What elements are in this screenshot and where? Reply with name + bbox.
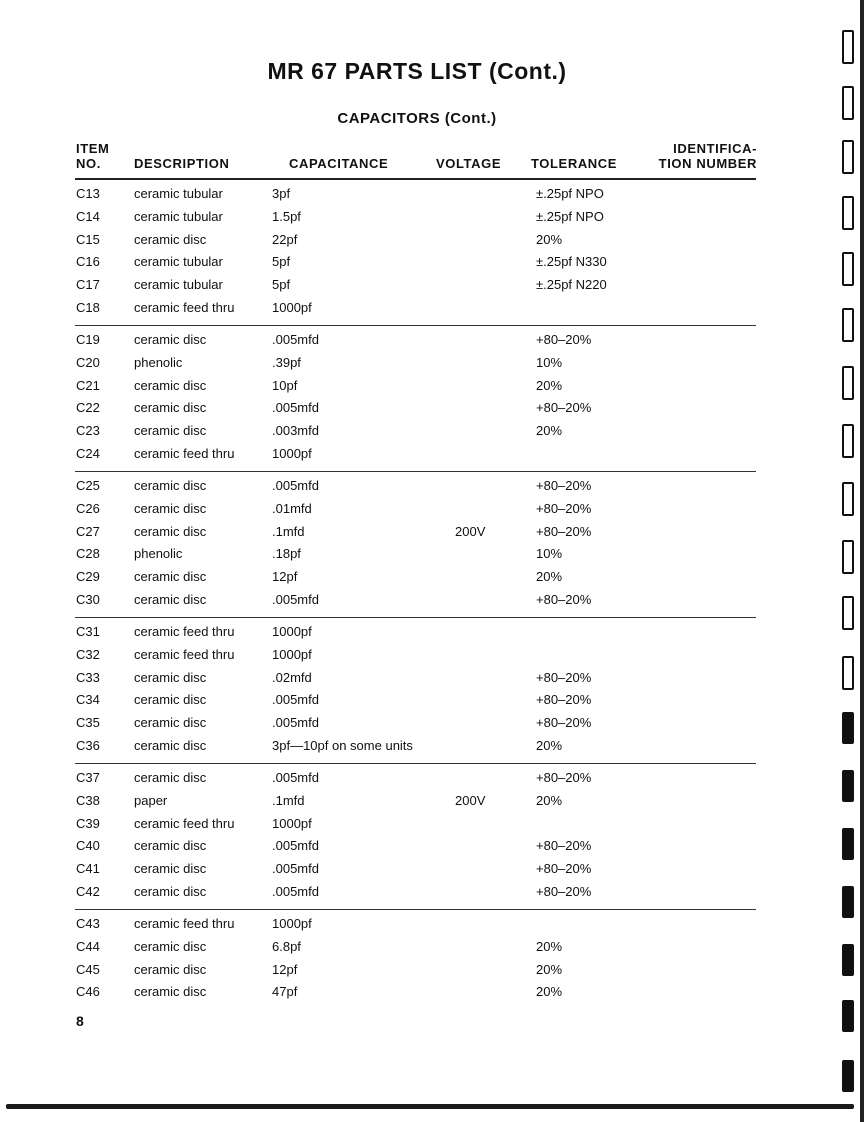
cell-tolerance: +80–20% <box>536 692 592 708</box>
cell-description: ceramic disc <box>134 838 207 854</box>
cell-tolerance: +80–20% <box>536 838 592 854</box>
cell-tolerance: +80–20% <box>536 478 592 493</box>
table-row <box>0 209 864 229</box>
cell-tolerance: +80–20% <box>536 669 592 685</box>
cell-description: ceramic feed thru <box>134 815 235 831</box>
header-item-line2: NO. <box>76 156 101 171</box>
cell-description: ceramic disc <box>134 592 207 607</box>
header-voltage: VOLTAGE <box>436 156 502 171</box>
cell-item-no: C33 <box>76 669 100 685</box>
binding-hole-mark <box>842 1060 854 1092</box>
cell-description: phenolic <box>134 546 183 562</box>
table-row <box>0 939 864 959</box>
table-row <box>0 692 864 712</box>
cell-item-no: C40 <box>76 838 100 854</box>
cell-capacitance: .02mfd <box>272 669 312 685</box>
table-row <box>0 962 864 982</box>
cell-tolerance: +80–20% <box>536 523 592 539</box>
cell-description: ceramic feed thru <box>134 624 235 639</box>
cell-tolerance: +80–20% <box>536 861 592 877</box>
cell-tolerance: +80–20% <box>536 400 592 416</box>
cell-item-no: C20 <box>76 354 100 370</box>
cell-capacitance: 22pf <box>272 231 298 247</box>
cell-description: ceramic disc <box>134 332 207 347</box>
table-row <box>0 254 864 274</box>
cell-tolerance: ±.25pf N330 <box>536 254 607 270</box>
group-divider <box>75 763 756 764</box>
cell-capacitance: 10pf <box>272 377 298 393</box>
cell-description: ceramic tubular <box>134 208 223 224</box>
cell-capacitance: .003mfd <box>272 423 319 439</box>
cell-tolerance: +80–20% <box>536 592 592 607</box>
cell-item-no: C32 <box>76 646 100 662</box>
cell-capacitance: 1000pf <box>272 646 312 662</box>
cell-capacitance: .005mfd <box>272 715 319 731</box>
cell-item-no: C31 <box>76 624 100 639</box>
table-row <box>0 277 864 297</box>
cell-description: ceramic disc <box>134 715 207 731</box>
table-row <box>0 378 864 398</box>
cell-item-no: C46 <box>76 984 100 1000</box>
cell-tolerance: 20% <box>536 569 563 585</box>
cell-item-no: C43 <box>76 916 100 931</box>
cell-capacitance: .005mfd <box>272 478 319 493</box>
table-row <box>0 423 864 443</box>
table-row <box>0 355 864 375</box>
table-row <box>0 478 864 498</box>
cell-description: ceramic tubular <box>134 277 223 293</box>
cell-description: ceramic disc <box>134 770 207 785</box>
group-divider <box>75 617 756 618</box>
table-row <box>0 400 864 420</box>
binding-hole-mark <box>842 196 854 230</box>
cell-item-no: C39 <box>76 815 100 831</box>
page-title: MR 67 PARTS LIST (Cont.) <box>267 58 567 84</box>
cell-tolerance: 10% <box>536 354 563 370</box>
cell-capacitance: 5pf <box>272 254 291 270</box>
group-divider <box>75 909 756 910</box>
cell-tolerance: +80–20% <box>536 770 592 785</box>
cell-item-no: C24 <box>76 446 100 461</box>
cell-item-no: C27 <box>76 523 100 539</box>
binding-hole-mark <box>842 944 854 976</box>
cell-description: ceramic disc <box>134 669 207 685</box>
binding-hole-mark <box>842 482 854 516</box>
cell-tolerance: 20% <box>536 738 563 753</box>
table-row <box>0 592 864 612</box>
cell-description: ceramic disc <box>134 692 207 708</box>
cell-description: ceramic feed thru <box>134 646 235 662</box>
cell-capacitance: 1000pf <box>272 815 312 831</box>
cell-description: ceramic feed thru <box>134 300 235 315</box>
table-row <box>0 715 864 735</box>
cell-description: ceramic disc <box>134 569 207 585</box>
cell-description: phenolic <box>134 354 183 370</box>
cell-capacitance: 12pf <box>272 961 298 977</box>
section-subtitle: CAPACITORS (Cont.) <box>337 110 497 127</box>
cell-capacitance: .005mfd <box>272 400 319 416</box>
cell-tolerance: 20% <box>536 377 563 393</box>
cell-voltage: 200V <box>455 523 486 539</box>
page-number: 8 <box>76 1013 84 1029</box>
cell-item-no: C36 <box>76 738 100 753</box>
cell-item-no: C26 <box>76 500 100 516</box>
cell-description: ceramic disc <box>134 377 207 393</box>
cell-description: ceramic disc <box>134 500 207 516</box>
header-divider <box>75 178 756 180</box>
cell-tolerance: +80–20% <box>536 884 592 899</box>
cell-description: ceramic disc <box>134 231 207 247</box>
cell-item-no: C15 <box>76 231 100 247</box>
header-tolerance: TOLERANCE <box>531 156 618 171</box>
cell-capacitance: 5pf <box>272 277 291 293</box>
cell-description: ceramic disc <box>134 861 207 877</box>
cell-description: ceramic disc <box>134 400 207 416</box>
table-row <box>0 232 864 252</box>
table-row <box>0 816 864 836</box>
table-row <box>0 300 864 320</box>
cell-capacitance: .1mfd <box>272 523 305 539</box>
table-row <box>0 501 864 521</box>
cell-description: ceramic disc <box>134 961 207 977</box>
table-row <box>0 647 864 667</box>
cell-item-no: C17 <box>76 277 100 293</box>
cell-tolerance: 20% <box>536 938 563 954</box>
binding-hole-mark <box>842 86 854 120</box>
cell-description: ceramic tubular <box>134 254 223 270</box>
cell-item-no: C29 <box>76 569 100 585</box>
header-identification-number <box>644 141 757 171</box>
cell-item-no: C19 <box>76 332 100 347</box>
table-row <box>0 838 864 858</box>
binding-hole-mark <box>842 1000 854 1032</box>
cell-tolerance: 20% <box>536 961 563 977</box>
cell-item-no: C21 <box>76 377 100 393</box>
cell-description: ceramic feed thru <box>134 446 235 461</box>
cell-item-no: C38 <box>76 792 100 808</box>
binding-hole-mark <box>842 596 854 630</box>
cell-tolerance: 20% <box>536 984 563 1000</box>
binding-hole-mark <box>842 656 854 690</box>
cell-tolerance: 20% <box>536 423 563 439</box>
cell-capacitance: 1000pf <box>272 446 312 461</box>
cell-tolerance: +80–20% <box>536 500 592 516</box>
cell-capacitance: .005mfd <box>272 770 319 785</box>
cell-capacitance: .01mfd <box>272 500 312 516</box>
table-row <box>0 770 864 790</box>
cell-capacitance: .005mfd <box>272 861 319 877</box>
binding-hole-mark <box>842 252 854 286</box>
page-bottom-edge <box>6 1104 854 1109</box>
cell-capacitance: .1mfd <box>272 792 305 808</box>
group-divider <box>75 471 756 472</box>
header-item-no <box>76 141 109 171</box>
cell-voltage: 200V <box>455 792 486 808</box>
cell-item-no: C14 <box>76 208 100 224</box>
cell-capacitance: 1000pf <box>272 300 312 315</box>
cell-item-no: C34 <box>76 692 100 708</box>
binding-hole-mark <box>842 886 854 918</box>
cell-capacitance: .005mfd <box>272 884 319 899</box>
table-row <box>0 861 864 881</box>
cell-item-no: C18 <box>76 300 100 315</box>
cell-capacitance: 3pf <box>272 186 291 201</box>
cell-description: ceramic feed thru <box>134 916 235 931</box>
cell-tolerance: ±.25pf NPO <box>536 186 604 201</box>
binding-hole-mark <box>842 424 854 458</box>
cell-capacitance: .005mfd <box>272 592 319 607</box>
binding-hole-mark <box>842 770 854 802</box>
cell-tolerance: +80–20% <box>536 332 592 347</box>
header-item-line1: ITEM <box>76 141 110 156</box>
page-edge-strip <box>860 0 864 1122</box>
header-ident-line2: TION NUMBER <box>658 156 757 171</box>
binding-hole-mark <box>842 30 854 64</box>
table-row <box>0 984 864 1004</box>
group-divider <box>75 325 756 326</box>
table-row <box>0 446 864 466</box>
cell-item-no: C37 <box>76 770 100 785</box>
cell-item-no: C28 <box>76 546 100 562</box>
table-row <box>0 546 864 566</box>
cell-capacitance: .005mfd <box>272 332 319 347</box>
cell-description: ceramic tubular <box>134 186 223 201</box>
cell-capacitance: 6.8pf <box>272 938 301 954</box>
cell-tolerance: ±.25pf NPO <box>536 208 604 224</box>
cell-capacitance: 47pf <box>272 984 298 1000</box>
binding-hole-mark <box>842 712 854 744</box>
cell-description: ceramic disc <box>134 884 207 899</box>
cell-tolerance: +80–20% <box>536 715 592 731</box>
cell-capacitance: 12pf <box>272 569 298 585</box>
table-row <box>0 569 864 589</box>
header-capacitance: CAPACITANCE <box>289 156 389 171</box>
header-ident-line1: IDENTIFICA- <box>673 141 757 156</box>
cell-item-no: C16 <box>76 254 100 270</box>
cell-capacitance: .005mfd <box>272 838 319 854</box>
binding-hole-mark <box>842 308 854 342</box>
table-row <box>0 624 864 644</box>
cell-capacitance: 1000pf <box>272 624 312 639</box>
cell-capacitance: .39pf <box>272 354 301 370</box>
cell-item-no: C30 <box>76 592 100 607</box>
cell-description: ceramic disc <box>134 938 207 954</box>
cell-item-no: C41 <box>76 861 100 877</box>
table-row <box>0 793 864 813</box>
table-row <box>0 916 864 936</box>
binding-hole-mark <box>842 366 854 400</box>
table-row <box>0 670 864 690</box>
cell-capacitance: .005mfd <box>272 692 319 708</box>
cell-description: ceramic disc <box>134 523 207 539</box>
binding-hole-mark <box>842 140 854 174</box>
cell-tolerance: 10% <box>536 546 563 562</box>
header-description: DESCRIPTION <box>134 156 230 171</box>
cell-item-no: C44 <box>76 938 100 954</box>
cell-item-no: C35 <box>76 715 100 731</box>
cell-capacitance: .18pf <box>272 546 301 562</box>
cell-item-no: C23 <box>76 423 100 439</box>
binding-hole-mark <box>842 540 854 574</box>
cell-item-no: C42 <box>76 884 100 899</box>
cell-capacitance: 1000pf <box>272 916 312 931</box>
table-row <box>0 738 864 758</box>
cell-description: ceramic disc <box>134 738 207 753</box>
cell-item-no: C25 <box>76 478 100 493</box>
table-row <box>0 884 864 904</box>
cell-item-no: C22 <box>76 400 100 416</box>
cell-capacitance: 1.5pf <box>272 208 301 224</box>
table-row <box>0 524 864 544</box>
cell-item-no: C13 <box>76 186 100 201</box>
table-row <box>0 332 864 352</box>
binding-hole-mark <box>842 828 854 860</box>
cell-capacitance: 3pf—10pf on some units <box>272 738 413 753</box>
cell-description: ceramic disc <box>134 423 207 439</box>
cell-tolerance: ±.25pf N220 <box>536 277 607 293</box>
cell-tolerance: 20% <box>536 792 563 808</box>
cell-tolerance: 20% <box>536 231 563 247</box>
cell-item-no: C45 <box>76 961 100 977</box>
table-row <box>0 186 864 206</box>
cell-description: paper <box>134 792 168 808</box>
cell-description: ceramic disc <box>134 984 207 1000</box>
cell-description: ceramic disc <box>134 478 207 493</box>
